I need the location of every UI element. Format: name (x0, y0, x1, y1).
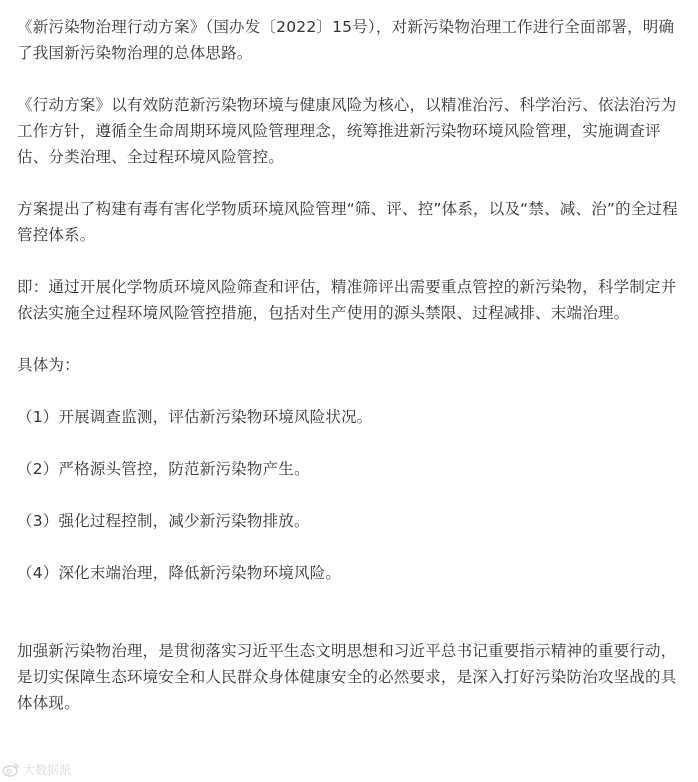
watermark (2, 761, 71, 778)
weibo-logo-icon (2, 762, 20, 777)
paragraph-specifics-heading: 具体为： (17, 356, 80, 374)
article-body (17, 14, 681, 716)
watermark-text: 大数据派 (23, 763, 72, 777)
paragraph-conclusion: 加强新污染物治理，是贯彻落实习近平生态文明思想和习近平总书记重要指示精神的重要行动，是切实保障生态环境安全和人民群众身体健康安全的必然要求，是深入打好污染防治攻坚战的具体体现。 (17, 642, 677, 712)
paragraph-management-system: 方案提出了构建有毒有害化学物质环境风险管理“筛、评、控”体系，以及“禁、减、治”的全过程管控体系。 (17, 200, 678, 244)
paragraph-action-plan-core: 《行动方案》以有效防范新污染物环境与健康风险为核心，以精准治污、科学治污、依法治污为工作方针，遵循全生命周期环境风险管理理念，统筹推进新污染物环境风险管理，实施调查评估、分类治理、全过程环境风险管控。 (17, 96, 677, 166)
list-item-1: （1）开展调查监测，评估新污染物环境风险状况。 (17, 408, 373, 426)
list-item-4: （4）深化末端治理，降低新污染物环境风险。 (17, 564, 342, 582)
list-item-2: （2）严格源头管控，防范新污染物产生。 (17, 460, 310, 478)
list-item-3: （3）强化过程控制，减少新污染物排放。 (17, 512, 310, 530)
paragraph-action-plan-intro: 《新污染物治理行动方案》（国办发〔2022〕15号），对新污染物治理工作进行全面部署，明确了我国新污染物治理的总体思路。 (17, 18, 675, 62)
paragraph-explanation: 即：通过开展化学物质环境风险筛查和评估，精准筛评出需要重点管控的新污染物，科学制定并依法实施全过程环境风险管控措施，包括对生产使用的源头禁限、过程减排、末端治理。 (17, 278, 677, 322)
